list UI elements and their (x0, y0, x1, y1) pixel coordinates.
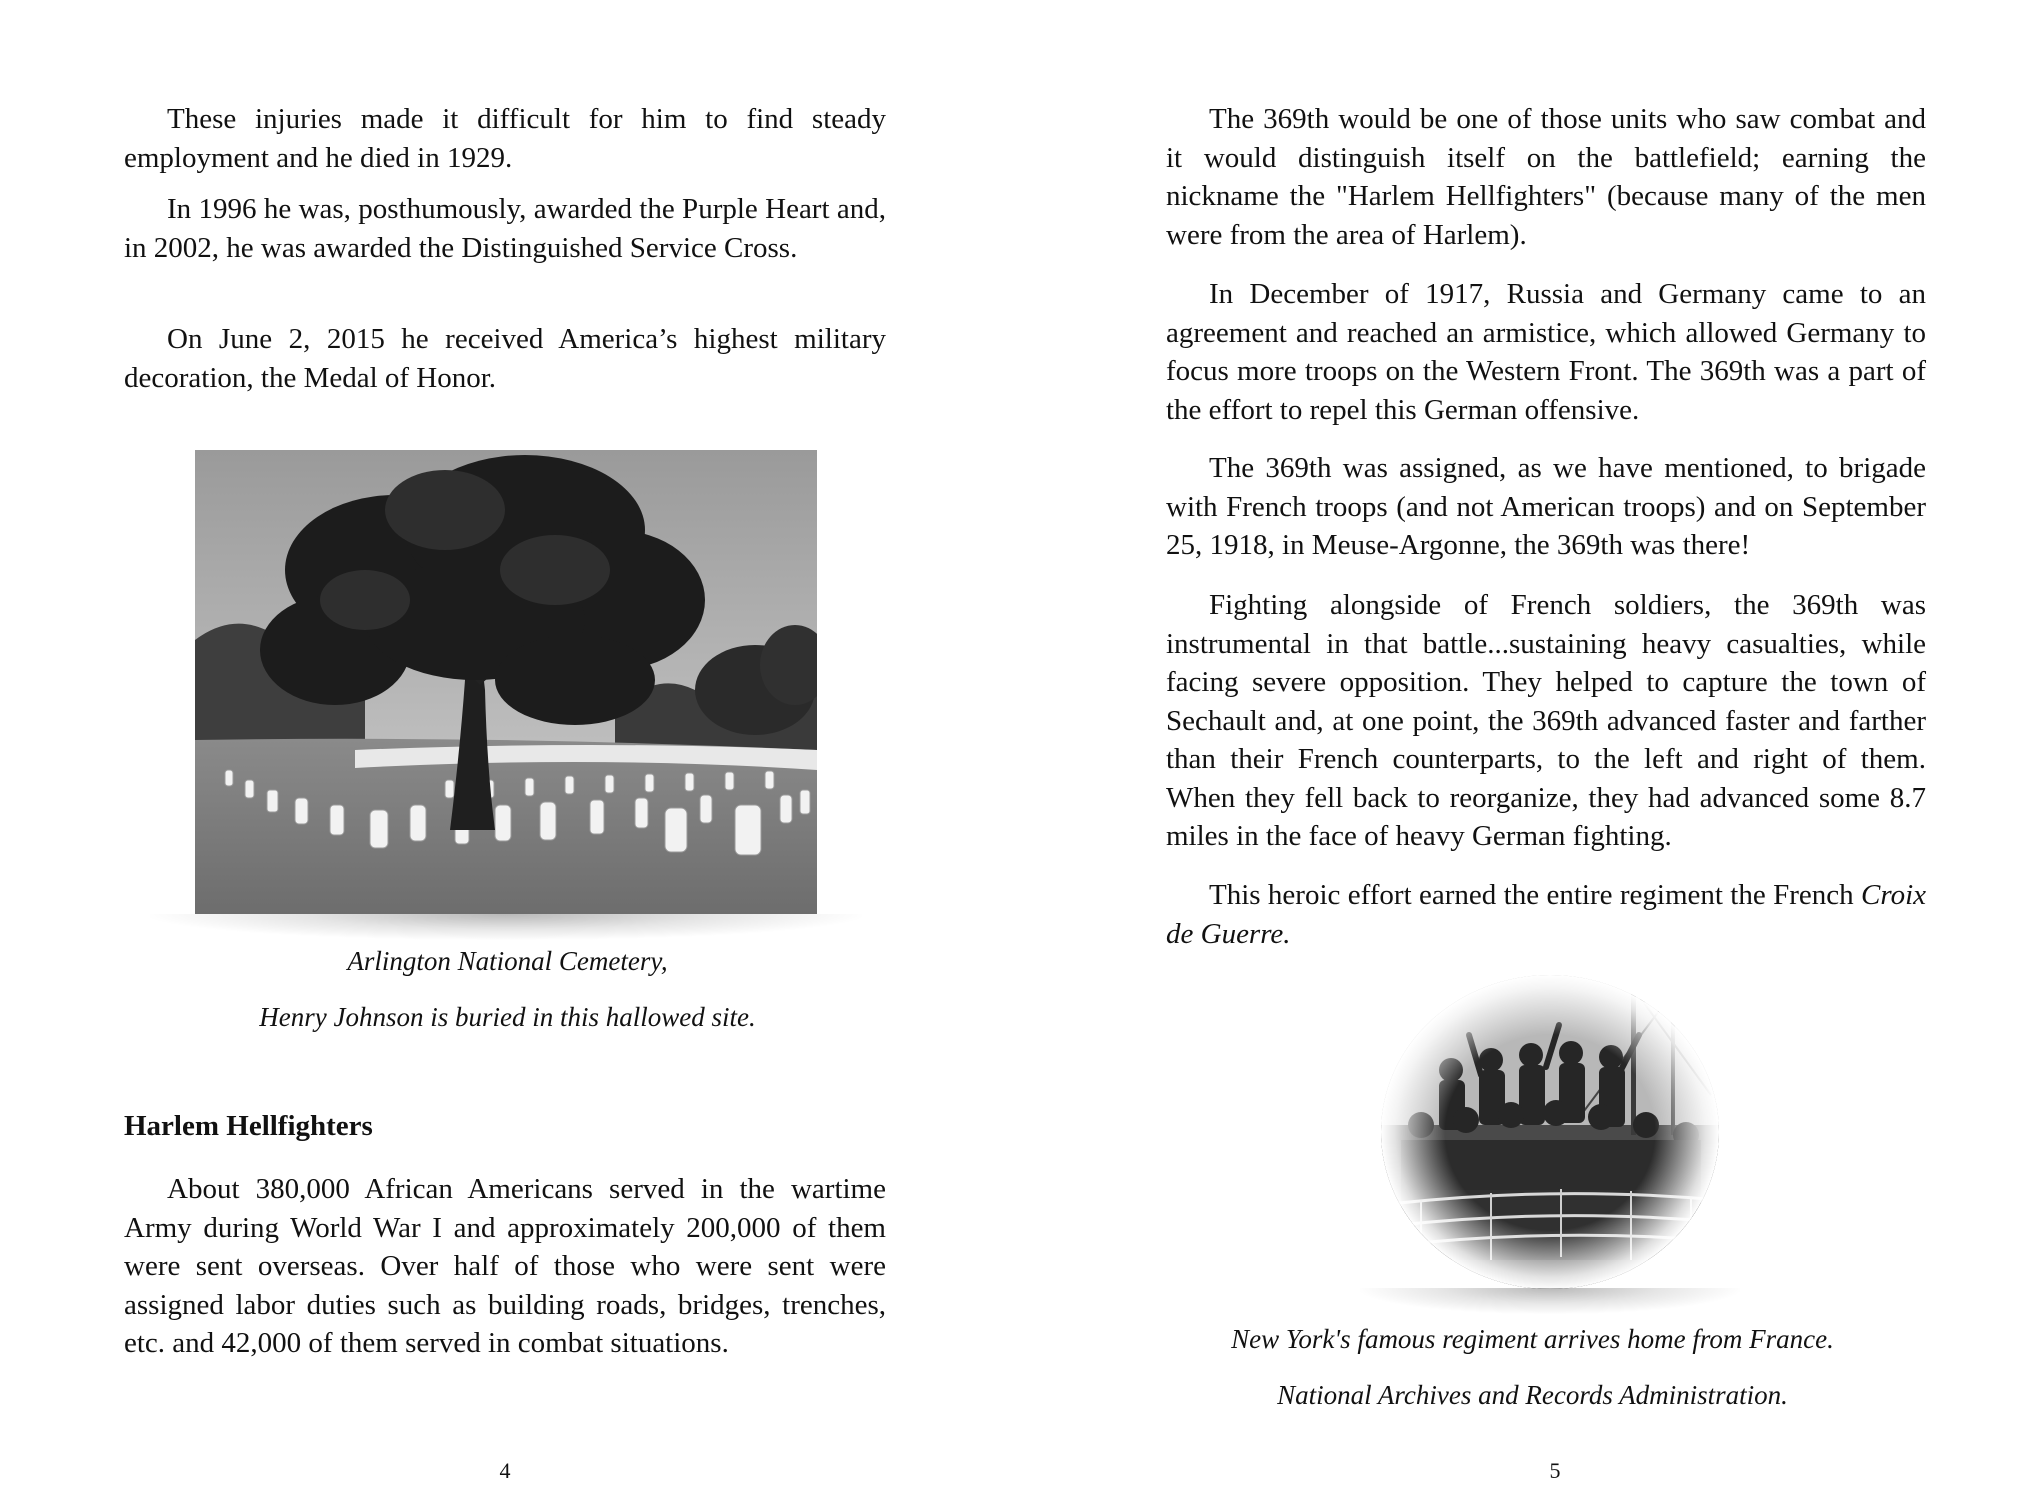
paragraph-awards: In 1996 he was, posthumously, awarded the Purple Heart and, in 2002, he was awarded the Distinguished Service Cross. (124, 193, 886, 264)
photo-shadow (150, 914, 862, 940)
paragraph-injuries: These injuries made it difficult for him to find steady employment and he died in 1929. (124, 103, 886, 174)
page-number: 4 (499, 1458, 511, 1483)
paragraph-african-americans-served: About 380,000 African Americans served in the wartime Army during World War I and approximately 200,000 of them were sent overseas. Over half of those who were sent were assigned labor duties such as building roads, bridges, trenches, etc. and 42,000 of them served in combat situations. (124, 1173, 886, 1359)
paragraph-croix-de-guerre (1166, 876, 1926, 953)
paragraph-brigade-french: The 369th was assigned, as we have mentioned, to brigade with French troops (and not American troops) and on September 25, 1918, in Meuse-Argonne, the 369th was there! (1166, 452, 1926, 561)
cemetery-caption-line2: Henry Johnson is buried in this hallowed site. (259, 1002, 756, 1032)
regiment-photo (1381, 975, 1719, 1290)
regiment-photo-shadow (1360, 1288, 1740, 1314)
cemetery-caption-line1: Arlington National Cemetery, (347, 946, 668, 976)
right-page (1015, 0, 2030, 1512)
paragraph-369th-combat: The 369th would be one of those units who saw combat and it would distinguish itself on the battlefield; earning the nickname the "Harlem Hellfighters" (because many of the men were from the area of Harlem). (1166, 103, 1926, 251)
section-heading-harlem-hellfighters: Harlem Hellfighters (124, 1110, 373, 1142)
paragraph-medal-of-honor: On June 2, 2015 he received America’s highest military decoration, the Medal of Honor. (124, 323, 886, 394)
croix-de-guerre-italic: Croix de Guerre. (1166, 879, 1926, 950)
croix-prefix: This heroic effort earned the entire regiment the French (1209, 879, 1862, 911)
regiment-caption-line2: National Archives and Records Administration. (1277, 1380, 1788, 1410)
regiment-caption-line1: New York's famous regiment arrives home from France. (1231, 1324, 1834, 1354)
paragraph-fighting-alongside: Fighting alongside of French soldiers, the 369th was instrumental in that battle...sustaining heavy casualties, while facing severe opposition. They helped to capture the town of Sechault and, at one point, the 369th advanced faster and farther than their French counterparts, to the left and right of them. When they fell back to reorganize, they had advanced some 8.7 miles in the face of heavy German fighting. (1166, 589, 1926, 852)
cemetery-photo (195, 450, 817, 914)
paragraph-armistice: In December of 1917, Russia and Germany came to an agreement and reached an armistice, which allowed Germany to focus more troops on the Western Front. The 369th was a part of the effort to repel this German offensive. (1166, 278, 1926, 426)
page-number: 5 (1549, 1458, 1561, 1483)
